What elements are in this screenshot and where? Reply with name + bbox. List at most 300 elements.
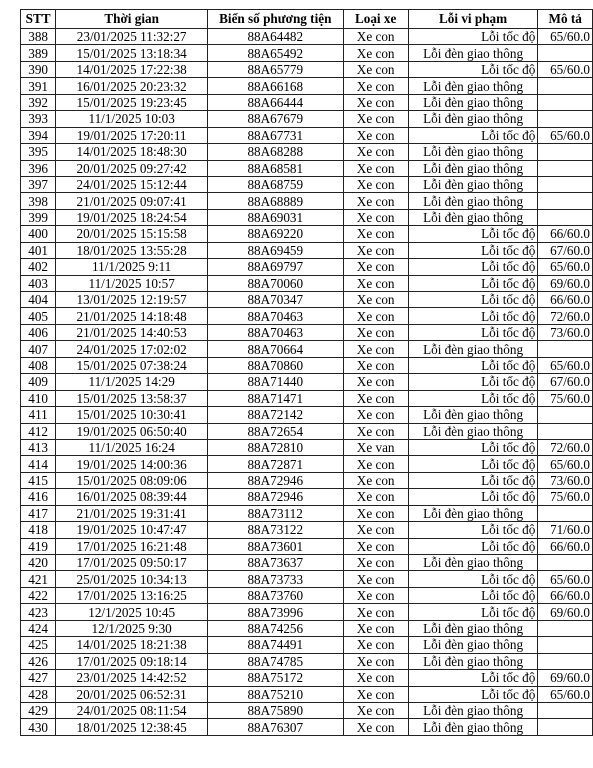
cell-plate: 88A71440 (208, 374, 343, 390)
table-row (21, 505, 593, 521)
cell-plate: 88A75890 (208, 702, 343, 718)
cell-time: 16/01/2025 20:23:32 (56, 78, 208, 94)
cell-description: 65/60.0 (538, 686, 593, 702)
cell-violation: Lỗi tốc độ (408, 522, 538, 538)
table-row (21, 555, 593, 571)
cell-plate: 88A70860 (208, 357, 343, 373)
cell-time: 19/01/2025 17:20:11 (56, 127, 208, 143)
cell-violation: Lỗi tốc độ (408, 439, 538, 455)
cell-stt: 403 (21, 275, 56, 291)
cell-violation: Lỗi đèn giao thông (408, 653, 538, 669)
cell-time: 14/01/2025 17:22:38 (56, 61, 208, 77)
cell-plate: 88A73112 (208, 505, 343, 521)
table-row (21, 719, 593, 735)
cell-time: 18/01/2025 13:55:28 (56, 242, 208, 258)
cell-vehicle-type: Xe con (343, 653, 408, 669)
cell-plate: 88A70664 (208, 341, 343, 357)
cell-description (538, 160, 593, 176)
cell-plate: 88A66168 (208, 78, 343, 94)
cell-vehicle-type: Xe con (343, 374, 408, 390)
cell-violation: Lỗi tốc độ (408, 324, 538, 340)
cell-time: 13/01/2025 12:19:57 (56, 292, 208, 308)
cell-vehicle-type: Xe con (343, 670, 408, 686)
cell-description: 65/60.0 (538, 61, 593, 77)
cell-stt: 410 (21, 390, 56, 406)
cell-vehicle-type: Xe con (343, 78, 408, 94)
cell-violation: Lỗi tốc độ (408, 292, 538, 308)
cell-plate: 88A72946 (208, 472, 343, 488)
header-time: Thời gian (56, 10, 208, 29)
header-row (21, 10, 593, 29)
table-row (21, 587, 593, 603)
cell-time: 17/01/2025 13:16:25 (56, 587, 208, 603)
cell-vehicle-type: Xe con (343, 308, 408, 324)
cell-violation: Lỗi tốc độ (408, 670, 538, 686)
cell-plate: 88A73637 (208, 555, 343, 571)
table-row (21, 176, 593, 192)
header-description: Mô tả (538, 10, 593, 29)
cell-violation: Lỗi tốc độ (408, 390, 538, 406)
cell-plate: 88A73760 (208, 587, 343, 603)
cell-violation: Lỗi đèn giao thông (408, 719, 538, 735)
cell-stt: 414 (21, 456, 56, 472)
table-row (21, 571, 593, 587)
cell-violation: Lỗi tốc độ (408, 275, 538, 291)
cell-description (538, 94, 593, 110)
cell-plate: 88A68759 (208, 176, 343, 192)
cell-time: 11/1/2025 10:57 (56, 275, 208, 291)
cell-stt: 388 (21, 29, 56, 45)
cell-stt: 395 (21, 144, 56, 160)
cell-time: 20/01/2025 15:15:58 (56, 226, 208, 242)
cell-violation: Lỗi đèn giao thông (408, 407, 538, 423)
cell-time: 14/01/2025 18:48:30 (56, 144, 208, 160)
cell-time: 20/01/2025 06:52:31 (56, 686, 208, 702)
cell-plate: 88A69459 (208, 242, 343, 258)
cell-description (538, 78, 593, 94)
cell-violation: Lỗi đèn giao thông (408, 176, 538, 192)
cell-stt: 400 (21, 226, 56, 242)
cell-plate: 88A73733 (208, 571, 343, 587)
table-row (21, 275, 593, 291)
cell-description: 67/60.0 (538, 374, 593, 390)
cell-time: 11/1/2025 9:11 (56, 259, 208, 275)
cell-time: 15/01/2025 13:58:37 (56, 390, 208, 406)
cell-vehicle-type: Xe con (343, 357, 408, 373)
cell-plate: 88A72946 (208, 489, 343, 505)
cell-plate: 88A70463 (208, 324, 343, 340)
cell-time: 14/01/2025 18:21:38 (56, 637, 208, 653)
cell-vehicle-type: Xe con (343, 505, 408, 521)
cell-plate: 88A72810 (208, 439, 343, 455)
header-vehicle-type: Loại xe (343, 10, 408, 29)
table-row (21, 341, 593, 357)
cell-description (538, 702, 593, 718)
cell-stt: 393 (21, 111, 56, 127)
cell-vehicle-type: Xe con (343, 637, 408, 653)
cell-violation: Lỗi tốc độ (408, 489, 538, 505)
cell-vehicle-type: Xe con (343, 390, 408, 406)
cell-time: 23/01/2025 11:32:27 (56, 29, 208, 45)
cell-time: 24/01/2025 15:12:44 (56, 176, 208, 192)
cell-plate: 88A72654 (208, 423, 343, 439)
cell-vehicle-type: Xe con (343, 423, 408, 439)
cell-description (538, 193, 593, 209)
cell-stt: 397 (21, 176, 56, 192)
cell-violation: Lỗi tốc độ (408, 357, 538, 373)
cell-time: 19/01/2025 10:47:47 (56, 522, 208, 538)
cell-violation: Lỗi đèn giao thông (408, 45, 538, 61)
cell-vehicle-type: Xe con (343, 456, 408, 472)
cell-stt: 402 (21, 259, 56, 275)
cell-time: 21/01/2025 19:31:41 (56, 505, 208, 521)
cell-stt: 390 (21, 61, 56, 77)
cell-vehicle-type: Xe con (343, 620, 408, 636)
table-row (21, 522, 593, 538)
cell-violation: Lỗi tốc độ (408, 29, 538, 45)
cell-stt: 408 (21, 357, 56, 373)
cell-stt: 409 (21, 374, 56, 390)
cell-stt: 420 (21, 555, 56, 571)
cell-plate: 88A66444 (208, 94, 343, 110)
table-row (21, 604, 593, 620)
table-row (21, 308, 593, 324)
cell-vehicle-type: Xe con (343, 555, 408, 571)
cell-vehicle-type: Xe con (343, 686, 408, 702)
cell-time: 21/01/2025 09:07:41 (56, 193, 208, 209)
cell-time: 15/01/2025 07:38:24 (56, 357, 208, 373)
cell-description (538, 144, 593, 160)
cell-vehicle-type: Xe con (343, 571, 408, 587)
cell-description (538, 505, 593, 521)
cell-stt: 419 (21, 538, 56, 554)
cell-plate: 88A71471 (208, 390, 343, 406)
cell-time: 16/01/2025 08:39:44 (56, 489, 208, 505)
cell-stt: 427 (21, 670, 56, 686)
cell-time: 15/01/2025 10:30:41 (56, 407, 208, 423)
cell-stt: 411 (21, 407, 56, 423)
table-row (21, 292, 593, 308)
cell-violation: Lỗi đèn giao thông (408, 144, 538, 160)
cell-time: 21/01/2025 14:18:48 (56, 308, 208, 324)
cell-stt: 430 (21, 719, 56, 735)
cell-stt: 413 (21, 439, 56, 455)
cell-description: 65/60.0 (538, 259, 593, 275)
cell-violation: Lỗi đèn giao thông (408, 78, 538, 94)
cell-description: 75/60.0 (538, 489, 593, 505)
cell-description: 65/60.0 (538, 357, 593, 373)
cell-description: 71/60.0 (538, 522, 593, 538)
table-row (21, 472, 593, 488)
cell-violation: Lỗi tốc độ (408, 127, 538, 143)
cell-description (538, 209, 593, 225)
cell-plate: 88A74256 (208, 620, 343, 636)
table-body (21, 29, 593, 736)
cell-time: 24/01/2025 08:11:54 (56, 702, 208, 718)
cell-time: 17/01/2025 09:18:14 (56, 653, 208, 669)
cell-plate: 88A75172 (208, 670, 343, 686)
header-violation: Lỗi vi phạm (408, 10, 538, 29)
cell-vehicle-type: Xe con (343, 259, 408, 275)
cell-violation: Lỗi tốc độ (408, 308, 538, 324)
cell-plate: 88A65492 (208, 45, 343, 61)
cell-description (538, 423, 593, 439)
cell-description (538, 341, 593, 357)
cell-plate: 88A67731 (208, 127, 343, 143)
cell-stt: 428 (21, 686, 56, 702)
table-row (21, 670, 593, 686)
table-row (21, 259, 593, 275)
cell-violation: Lỗi tốc độ (408, 61, 538, 77)
cell-violation: Lỗi đèn giao thông (408, 637, 538, 653)
table-row (21, 439, 593, 455)
cell-description: 75/60.0 (538, 390, 593, 406)
table-row (21, 127, 593, 143)
cell-plate: 88A74491 (208, 637, 343, 653)
cell-stt: 404 (21, 292, 56, 308)
cell-violation: Lỗi tốc độ (408, 587, 538, 603)
table-row (21, 45, 593, 61)
cell-vehicle-type: Xe con (343, 226, 408, 242)
cell-plate: 88A70060 (208, 275, 343, 291)
cell-plate: 88A75210 (208, 686, 343, 702)
cell-vehicle-type: Xe con (343, 242, 408, 258)
table-row (21, 324, 593, 340)
cell-stt: 423 (21, 604, 56, 620)
cell-plate: 88A69220 (208, 226, 343, 242)
cell-plate: 88A64482 (208, 29, 343, 45)
cell-vehicle-type: Xe con (343, 324, 408, 340)
cell-description: 72/60.0 (538, 439, 593, 455)
violations-table (20, 9, 593, 736)
cell-stt: 421 (21, 571, 56, 587)
table-row (21, 144, 593, 160)
cell-stt: 415 (21, 472, 56, 488)
cell-violation: Lỗi đèn giao thông (408, 620, 538, 636)
cell-time: 12/1/2025 9:30 (56, 620, 208, 636)
cell-description (538, 407, 593, 423)
cell-violation: Lỗi đèn giao thông (408, 423, 538, 439)
cell-violation: Lỗi đèn giao thông (408, 702, 538, 718)
table-row (21, 209, 593, 225)
cell-stt: 406 (21, 324, 56, 340)
cell-vehicle-type: Xe con (343, 275, 408, 291)
cell-description: 69/60.0 (538, 670, 593, 686)
cell-vehicle-type: Xe con (343, 587, 408, 603)
table-row (21, 226, 593, 242)
cell-stt: 416 (21, 489, 56, 505)
cell-plate: 88A74785 (208, 653, 343, 669)
cell-description: 67/60.0 (538, 242, 593, 258)
table-row (21, 702, 593, 718)
cell-description (538, 111, 593, 127)
cell-time: 19/01/2025 14:00:36 (56, 456, 208, 472)
cell-vehicle-type: Xe con (343, 472, 408, 488)
cell-vehicle-type: Xe con (343, 489, 408, 505)
cell-stt: 412 (21, 423, 56, 439)
cell-violation: Lỗi tốc độ (408, 472, 538, 488)
cell-vehicle-type: Xe con (343, 176, 408, 192)
table-row (21, 374, 593, 390)
cell-vehicle-type: Xe con (343, 94, 408, 110)
cell-description (538, 620, 593, 636)
cell-plate: 88A68288 (208, 144, 343, 160)
cell-stt: 407 (21, 341, 56, 357)
cell-description: 65/60.0 (538, 571, 593, 587)
cell-vehicle-type: Xe con (343, 522, 408, 538)
cell-plate: 88A69797 (208, 259, 343, 275)
cell-time: 15/01/2025 13:18:34 (56, 45, 208, 61)
cell-stt: 401 (21, 242, 56, 258)
table-row (21, 390, 593, 406)
cell-description: 69/60.0 (538, 604, 593, 620)
table-row (21, 111, 593, 127)
cell-vehicle-type: Xe con (343, 127, 408, 143)
cell-description (538, 555, 593, 571)
cell-stt: 429 (21, 702, 56, 718)
table-row (21, 456, 593, 472)
cell-plate: 88A73601 (208, 538, 343, 554)
cell-time: 15/01/2025 19:23:45 (56, 94, 208, 110)
cell-description: 69/60.0 (538, 275, 593, 291)
cell-description (538, 176, 593, 192)
cell-time: 24/01/2025 17:02:02 (56, 341, 208, 357)
cell-description: 65/60.0 (538, 29, 593, 45)
cell-vehicle-type: Xe con (343, 29, 408, 45)
cell-violation: Lỗi đèn giao thông (408, 505, 538, 521)
cell-plate: 88A67679 (208, 111, 343, 127)
cell-description: 66/60.0 (538, 538, 593, 554)
table-row (21, 242, 593, 258)
cell-stt: 405 (21, 308, 56, 324)
cell-stt: 426 (21, 653, 56, 669)
table-row (21, 94, 593, 110)
cell-vehicle-type: Xe con (343, 193, 408, 209)
table-row (21, 423, 593, 439)
cell-time: 12/1/2025 10:45 (56, 604, 208, 620)
table-row (21, 620, 593, 636)
cell-vehicle-type: Xe con (343, 209, 408, 225)
cell-stt: 424 (21, 620, 56, 636)
table-row (21, 538, 593, 554)
cell-time: 19/01/2025 06:50:40 (56, 423, 208, 439)
cell-violation: Lỗi tốc độ (408, 538, 538, 554)
table-row (21, 78, 593, 94)
cell-stt: 391 (21, 78, 56, 94)
cell-violation: Lỗi tốc độ (408, 374, 538, 390)
cell-plate: 88A73122 (208, 522, 343, 538)
cell-time: 20/01/2025 09:27:42 (56, 160, 208, 176)
cell-plate: 88A68581 (208, 160, 343, 176)
table-row (21, 61, 593, 77)
cell-stt: 392 (21, 94, 56, 110)
cell-violation: Lỗi tốc độ (408, 686, 538, 702)
cell-description (538, 45, 593, 61)
cell-vehicle-type: Xe con (343, 160, 408, 176)
cell-time: 15/01/2025 08:09:06 (56, 472, 208, 488)
table-row (21, 489, 593, 505)
cell-time: 17/01/2025 16:21:48 (56, 538, 208, 554)
cell-description: 65/60.0 (538, 456, 593, 472)
cell-time: 11/1/2025 14:29 (56, 374, 208, 390)
table-row (21, 653, 593, 669)
cell-description: 73/60.0 (538, 324, 593, 340)
cell-stt: 389 (21, 45, 56, 61)
cell-plate: 88A76307 (208, 719, 343, 735)
table-row (21, 357, 593, 373)
cell-violation: Lỗi đèn giao thông (408, 341, 538, 357)
cell-vehicle-type: Xe con (343, 111, 408, 127)
cell-violation: Lỗi tốc độ (408, 226, 538, 242)
cell-vehicle-type: Xe van (343, 439, 408, 455)
cell-description: 66/60.0 (538, 226, 593, 242)
cell-stt: 418 (21, 522, 56, 538)
cell-description (538, 653, 593, 669)
cell-vehicle-type: Xe con (343, 604, 408, 620)
cell-vehicle-type: Xe con (343, 45, 408, 61)
cell-violation: Lỗi đèn giao thông (408, 160, 538, 176)
cell-vehicle-type: Xe con (343, 341, 408, 357)
cell-violation: Lỗi đèn giao thông (408, 111, 538, 127)
cell-time: 11/1/2025 10:03 (56, 111, 208, 127)
cell-vehicle-type: Xe con (343, 702, 408, 718)
cell-description: 72/60.0 (538, 308, 593, 324)
header-stt: STT (21, 10, 56, 29)
cell-violation: Lỗi tốc độ (408, 456, 538, 472)
cell-violation: Lỗi tốc độ (408, 259, 538, 275)
cell-plate: 88A72142 (208, 407, 343, 423)
cell-description: 66/60.0 (538, 292, 593, 308)
cell-description: 73/60.0 (538, 472, 593, 488)
cell-stt: 396 (21, 160, 56, 176)
cell-vehicle-type: Xe con (343, 144, 408, 160)
cell-violation: Lỗi tốc độ (408, 571, 538, 587)
cell-plate: 88A70347 (208, 292, 343, 308)
cell-vehicle-type: Xe con (343, 407, 408, 423)
cell-stt: 425 (21, 637, 56, 653)
cell-description (538, 719, 593, 735)
cell-plate: 88A70463 (208, 308, 343, 324)
cell-plate: 88A65779 (208, 61, 343, 77)
cell-violation: Lỗi tốc độ (408, 604, 538, 620)
cell-vehicle-type: Xe con (343, 538, 408, 554)
cell-plate: 88A68889 (208, 193, 343, 209)
cell-time: 17/01/2025 09:50:17 (56, 555, 208, 571)
cell-stt: 398 (21, 193, 56, 209)
table-row (21, 407, 593, 423)
cell-stt: 394 (21, 127, 56, 143)
cell-vehicle-type: Xe con (343, 292, 408, 308)
cell-stt: 417 (21, 505, 56, 521)
cell-time: 19/01/2025 18:24:54 (56, 209, 208, 225)
cell-violation: Lỗi tốc độ (408, 242, 538, 258)
table-row (21, 160, 593, 176)
cell-stt: 399 (21, 209, 56, 225)
cell-violation: Lỗi đèn giao thông (408, 193, 538, 209)
cell-violation: Lỗi đèn giao thông (408, 555, 538, 571)
cell-vehicle-type: Xe con (343, 719, 408, 735)
cell-time: 18/01/2025 12:38:45 (56, 719, 208, 735)
cell-plate: 88A73996 (208, 604, 343, 620)
cell-description: 65/60.0 (538, 127, 593, 143)
header-plate: Biển số phương tiện (208, 10, 343, 29)
cell-violation: Lỗi đèn giao thông (408, 94, 538, 110)
table-row (21, 193, 593, 209)
cell-time: 23/01/2025 14:42:52 (56, 670, 208, 686)
cell-time: 11/1/2025 16:24 (56, 439, 208, 455)
cell-stt: 422 (21, 587, 56, 603)
cell-time: 21/01/2025 14:40:53 (56, 324, 208, 340)
